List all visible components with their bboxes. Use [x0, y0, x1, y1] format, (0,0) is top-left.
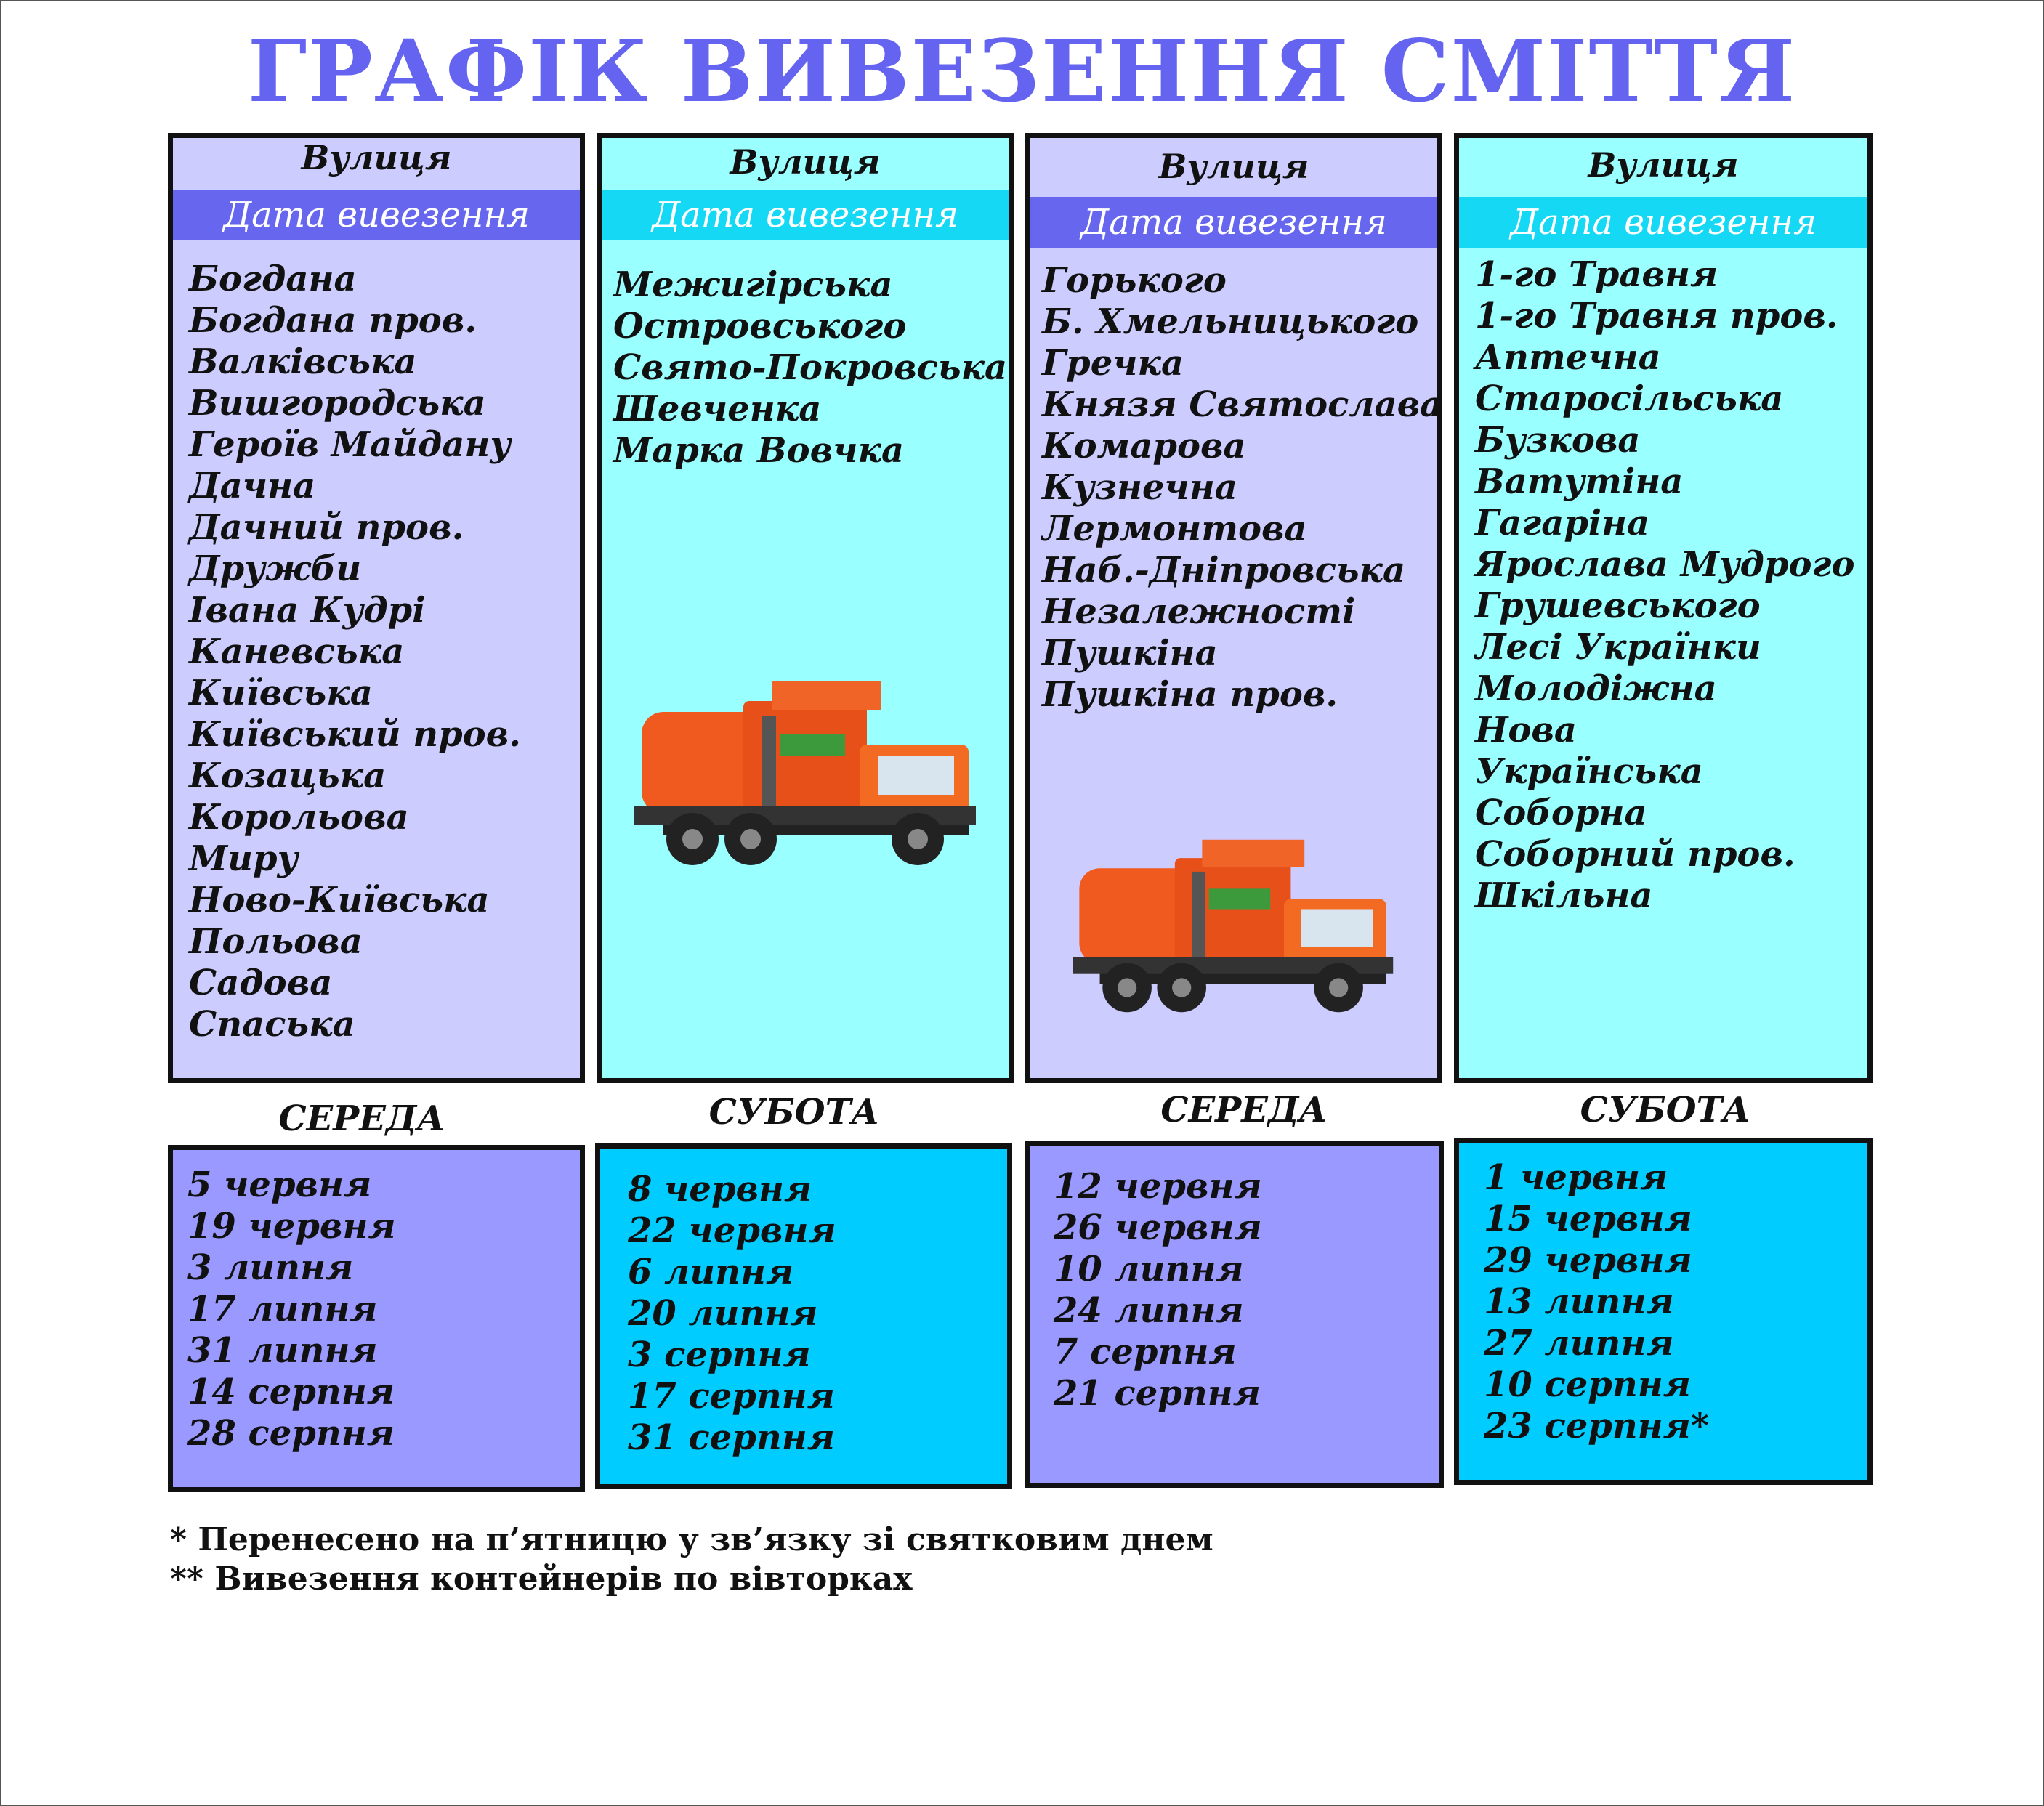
- date-item: 5 червня: [187, 1165, 372, 1205]
- street-item: Дачна: [189, 466, 316, 506]
- footnote: ** Вивезення контейнерів по вівторках: [170, 1560, 913, 1598]
- street-item: Київський пров.: [189, 714, 521, 755]
- date-item: 1 червня: [1484, 1157, 1668, 1198]
- day-label: СУБОТА: [708, 1092, 880, 1133]
- date-item: 10 серпня: [1484, 1364, 1691, 1405]
- date-item: 22 червня: [628, 1210, 836, 1251]
- date-item: 3 липня: [187, 1247, 354, 1288]
- street-item: Б. Хмельницького: [1042, 301, 1419, 342]
- street-item: Садова: [189, 963, 333, 1003]
- date-item: 24 липня: [1054, 1290, 1244, 1331]
- street-item: Польова: [189, 921, 363, 962]
- street-item: Київська: [189, 673, 373, 713]
- street-column-3: [1025, 133, 1442, 1083]
- day-label: СУБОТА: [1580, 1090, 1751, 1130]
- truck-body: [1073, 840, 1393, 1013]
- date-item: 21 серпня: [1054, 1373, 1261, 1414]
- date-item: 10 липня: [1054, 1249, 1244, 1289]
- street-item: Лесі Українки: [1475, 627, 1761, 668]
- street-item: Вишгородська: [189, 383, 486, 424]
- truck-body: [634, 681, 976, 865]
- date-item: 19 червня: [187, 1206, 396, 1247]
- street-item: Пушкіна: [1042, 633, 1218, 673]
- street-item: Наб.-Дніпровська: [1042, 550, 1406, 591]
- dates-box-4: [1454, 1138, 1873, 1485]
- garbage-truck-icon: [1073, 832, 1407, 1021]
- street-item: Богдана пров.: [189, 300, 477, 341]
- street-item: Миру: [189, 838, 299, 879]
- date-header: Дата вивезення: [173, 190, 580, 240]
- street-item: Шкільна: [1475, 875, 1653, 916]
- street-item: Незалежності: [1042, 591, 1356, 632]
- street-column-4: [1454, 133, 1873, 1083]
- street-item: 1-го Травня: [1475, 254, 1718, 295]
- street-item: Спаська: [189, 1004, 355, 1045]
- date-item: 12 червня: [1054, 1166, 1262, 1207]
- street-item: Дачний пров.: [189, 507, 464, 548]
- street-item: Богдана: [189, 259, 357, 299]
- date-list: [1484, 1157, 1709, 1447]
- street-item: Бузкова: [1475, 420, 1641, 461]
- day-label: СЕРЕДА: [278, 1098, 445, 1139]
- date-item: 6 липня: [628, 1252, 794, 1292]
- street-item: Українська: [1475, 751, 1703, 792]
- day-label: СЕРЕДА: [1160, 1090, 1328, 1130]
- date-item: 17 липня: [187, 1289, 378, 1329]
- date-item: 23 серпня*: [1484, 1406, 1710, 1446]
- street-item: Нова: [1475, 710, 1577, 750]
- date-list: [628, 1169, 836, 1459]
- street-item: Молодіжна: [1475, 668, 1717, 709]
- date-item: 14 серпня: [187, 1372, 395, 1412]
- street-item: Лермонтова: [1042, 509, 1307, 549]
- date-item: 15 червня: [1484, 1199, 1692, 1239]
- garbage-truck-icon: [634, 676, 990, 872]
- street-item: 1-го Травня пров.: [1475, 296, 1838, 336]
- date-item: 7 серпня: [1054, 1332, 1237, 1372]
- street-item: Валківська: [189, 341, 417, 382]
- dates-box-2: [595, 1143, 1012, 1489]
- street-column-2: [597, 133, 1014, 1083]
- dates-box-3: [1025, 1141, 1444, 1488]
- street-header: Вулиця: [301, 138, 452, 177]
- date-header: Дата вивезення: [1030, 197, 1437, 248]
- street-item: Гречка: [1042, 343, 1184, 384]
- date-item: 31 серпня: [628, 1417, 835, 1458]
- street-item: Кузнечна: [1042, 467, 1237, 508]
- footnotes: [170, 1520, 1213, 1599]
- street-item: Соборна: [1475, 793, 1647, 833]
- street-item: Свято-Покровська: [613, 347, 1008, 388]
- street-item: Комарова: [1042, 426, 1246, 466]
- street-item: Ярослава Мудрого: [1475, 544, 1855, 585]
- street-item: Корольова: [189, 797, 409, 838]
- page-title: ГРАФІК ВИВЕЗЕННЯ СМІТТЯ: [247, 20, 1797, 121]
- date-item: 29 червня: [1484, 1240, 1692, 1281]
- street-item: Гагаріна: [1475, 503, 1650, 543]
- date-item: 28 серпня: [187, 1413, 395, 1454]
- street-list: [1475, 254, 1855, 917]
- date-item: 8 червня: [628, 1169, 812, 1210]
- street-item: Дружби: [189, 548, 362, 589]
- street-item: Ново-Київська: [189, 880, 490, 920]
- date-item: 17 серпня: [628, 1376, 835, 1417]
- date-header: Дата вивезення: [1459, 197, 1867, 248]
- street-item: Аптечна: [1475, 337, 1661, 378]
- street-list: [613, 264, 1007, 471]
- street-item: Грушевського: [1475, 586, 1761, 626]
- street-item: Шевченка: [613, 389, 822, 429]
- date-item: 3 серпня: [628, 1335, 811, 1375]
- street-header: Вулиця: [1588, 145, 1739, 185]
- footnote: * Перенесено на п’ятницю у зв’язку зі святковим днем: [170, 1521, 1213, 1558]
- street-header: Вулиця: [730, 142, 881, 182]
- street-item: Марка Вовчка: [613, 430, 905, 471]
- date-item: 26 червня: [1054, 1207, 1262, 1248]
- street-list: [189, 259, 521, 1045]
- street-item: Старосільська: [1475, 378, 1784, 419]
- street-item: Межигірська: [613, 264, 893, 305]
- street-item: Соборний пров.: [1475, 834, 1795, 875]
- street-item: Каневська: [189, 631, 405, 672]
- street-item: Героїв Майдану: [189, 424, 512, 465]
- street-column-1: [168, 133, 585, 1083]
- date-header: Дата вивезення: [602, 190, 1009, 240]
- street-item: Островського: [613, 306, 907, 347]
- street-item: Івана Кудрі: [189, 590, 426, 631]
- dates-box-1: [168, 1145, 585, 1492]
- date-list: [187, 1165, 396, 1454]
- street-item: Ватутіна: [1475, 461, 1684, 502]
- street-item: Князя Святослава: [1042, 384, 1443, 425]
- street-item: Пушкіна пров.: [1042, 674, 1338, 715]
- date-list: [1054, 1166, 1262, 1414]
- date-item: 13 липня: [1484, 1281, 1674, 1322]
- street-item: Горького: [1042, 260, 1227, 301]
- street-header: Вулиця: [1158, 147, 1309, 186]
- date-item: 27 липня: [1484, 1323, 1674, 1364]
- street-list: [1042, 260, 1442, 716]
- date-item: 31 липня: [187, 1330, 378, 1371]
- street-item: Козацька: [189, 756, 387, 796]
- date-item: 20 липня: [628, 1293, 818, 1334]
